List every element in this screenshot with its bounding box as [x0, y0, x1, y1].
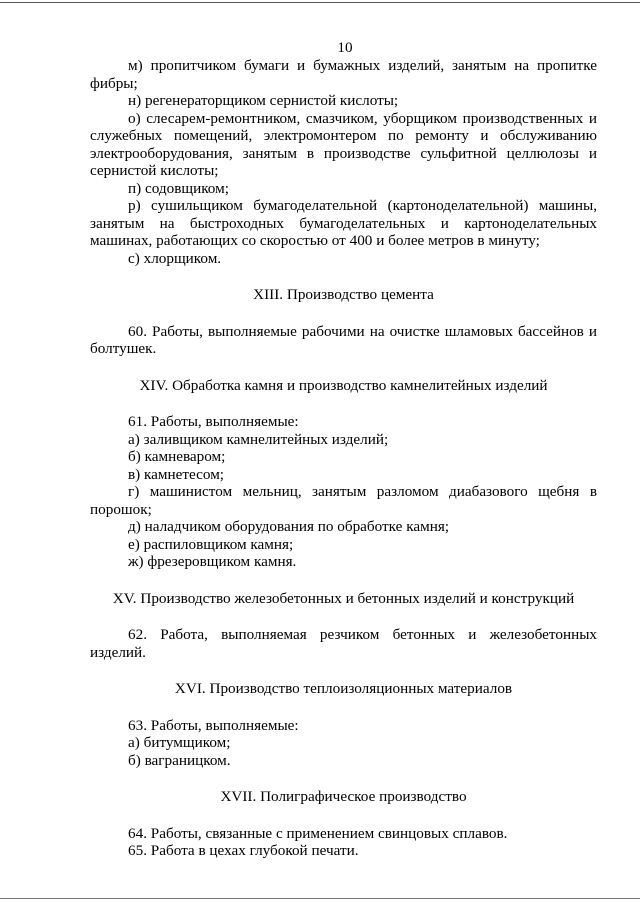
paragraph-65: 65. Работа в цехах глубокой печати.	[128, 842, 359, 859]
paragraph-64: 64. Работы, связанные с применением свинцовых сплавов.	[128, 824, 508, 842]
section-17-heading: XVII. Полиграфическое производство	[220, 788, 467, 805]
list-item-m: м) пропитчиком бумаги и бумажных изделий, занятым на пропитке фибры;	[90, 57, 597, 92]
list-item-s: с) хлорщиком.	[128, 249, 222, 267]
document-body	[90, 57, 597, 860]
list-item-r: р) сушильщиком бумагоделательной (картоноделательной) машины, занятым на быстроходных бумагоделательных и картоноделательных машинах, работающих со скоростью от 400 и более метров в минуту;	[90, 197, 597, 249]
page-number: 10	[337, 39, 353, 56]
section-16-heading: XVI. Производство теплоизоляционных материалов	[174, 680, 513, 697]
paragraph-62: 62. Работа, выполняемая резчиком бетонных и железобетонных изделий.	[90, 626, 597, 661]
section-13-heading: XIII. Производство цемента	[253, 286, 434, 303]
bottom-edge-line	[0, 898, 640, 899]
list-item-a2: а) битумщиком;	[128, 734, 231, 751]
list-item-b2: б) ваграницком.	[128, 751, 231, 769]
section-14-heading: XIV. Обработка камня и производство камнелитейных изделий	[139, 376, 548, 394]
paragraph-63: 63. Работы, выполняемые:	[128, 716, 299, 734]
list-item-d: д) наладчиком оборудования по обработке камня;	[128, 518, 450, 535]
list-item-zh: ж) фрезеровщиком камня.	[128, 553, 297, 570]
list-item-n: н) регенераторщиком сернистой кислоты;	[128, 92, 399, 109]
list-item-b: б) камневаром;	[128, 448, 226, 465]
list-item-v: в) камнетесом;	[128, 465, 225, 483]
list-item-p: п) содовщиком;	[128, 179, 229, 197]
paragraph-61: 61. Работы, выполняемые:	[128, 413, 299, 430]
top-edge-line	[0, 2, 640, 3]
list-item-o: о) слесарем-ремонтником, смазчиком, уборщиком производственных и служебных помещений, электромонтером по ремонту и обслуживанию электрооборудования, занятым в производстве сульфитной целлюлозы и сернистой кислоты;	[90, 109, 597, 179]
list-item-g: г) машинистом мельниц, занятым разломом диабазового щебня в порошок;	[90, 483, 597, 518]
section-15-heading: XV. Производство железобетонных и бетонных изделий и конструкций	[112, 589, 575, 607]
list-item-e: е) распиловщиком камня;	[128, 535, 294, 553]
paragraph-60: 60. Работы, выполняемые рабочими на очистке шламовых бассейнов и болтушек.	[90, 322, 597, 357]
list-item-a: а) заливщиком камнелитейных изделий;	[128, 430, 389, 448]
